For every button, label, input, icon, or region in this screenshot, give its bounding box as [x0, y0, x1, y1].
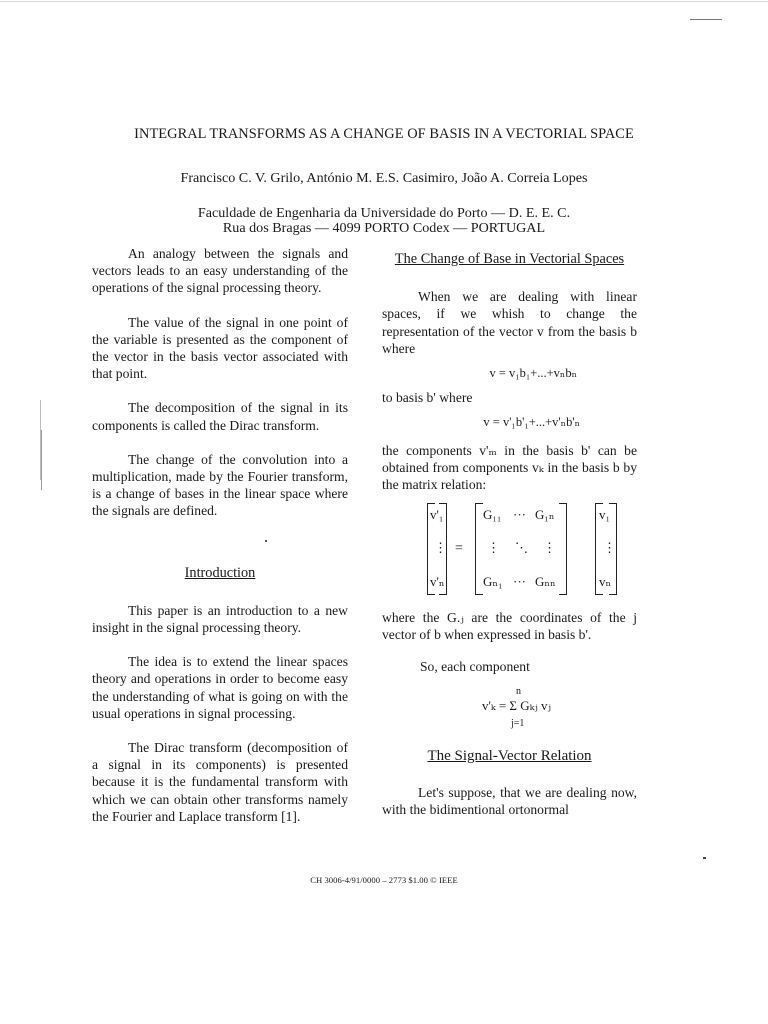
matrix-entry: G₁ₙ	[535, 507, 555, 523]
matrix-vector-prime	[427, 503, 447, 593]
section-heading-signal-vector: The Signal-Vector Relation	[427, 747, 592, 764]
paper-authors: Francisco C. V. Grilo, António M. E.S. Casimiro, João A. Correia Lopes	[180, 170, 588, 186]
paragraph: the components v'ₘ in the basis b' can be obtained from components vₖ in the basis b by the matrix relation:	[382, 442, 637, 493]
sum-upper-limit: n	[516, 685, 521, 697]
summation-equation	[382, 683, 637, 735]
matrix-entry: ⋮	[603, 540, 616, 556]
affiliation-line: Rua dos Bragas — 4099 PORTO Codex — PORTUGAL	[222, 220, 546, 236]
scan-dot	[703, 857, 706, 859]
matrix-entry: ⋱	[515, 540, 528, 556]
paragraph: to basis b' where	[382, 390, 473, 406]
equation: v = v'₁b'₁+...+v'ₙb'ₙ	[483, 415, 580, 430]
matrix-equals: =	[455, 541, 463, 557]
paper-affiliation	[0, 206, 768, 236]
paragraph: The change of the convolution into a multiplication, made by the Fourier transform, is a change of bases in the linear space where the signals are defined.	[92, 451, 348, 519]
scan-margin-mark	[41, 430, 42, 490]
matrix-relation	[382, 503, 637, 601]
matrix-entry: v'₁	[430, 507, 444, 523]
left-column	[92, 245, 348, 825]
matrix-g	[475, 503, 567, 593]
paper-footer: CH 3006-4/91/0000 – 2773 $1.00 © IEEE	[310, 875, 458, 885]
matrix-entry: ⋮	[434, 540, 447, 556]
matrix-entry: ⋮	[543, 540, 556, 556]
matrix-vector	[595, 503, 617, 593]
paragraph: The idea is to extend the linear spaces theory and operations in order to become easy the understanding of what is going on with the usual operations in signal processing.	[92, 654, 348, 721]
paragraph: The decomposition of the signal in its components is called the Dirac transform.	[92, 400, 348, 433]
matrix-entry: ⋮	[487, 540, 500, 556]
matrix-entry: G₁₁	[483, 507, 502, 523]
paragraph: Let's suppose, that we are dealing now, with the bidimentional ortonormal	[382, 785, 637, 818]
matrix-entry: vₙ	[599, 574, 612, 590]
section-heading-change-of-base: The Change of Base in Vectorial Spaces	[394, 251, 625, 267]
paragraph: So, each component	[420, 658, 530, 674]
scan-corner-mark	[690, 19, 722, 20]
matrix-entry: v₁	[599, 507, 611, 523]
matrix-entry: Gₙₙ	[535, 574, 556, 590]
sum-expression: v'ₖ = Σ Gₖⱼ vⱼ	[482, 697, 551, 713]
paragraph: The Dirac transform (decomposition of a signal in its components) is presented because it is the fundamental transform with which we can obtain other transforms namely the Fourier and Laplace transform [1].	[92, 740, 348, 824]
paragraph: This paper is an introduction to a new insight in the signal processing theory.	[92, 602, 348, 636]
affiliation-line: Faculdade de Engenharia da Universidade do Porto — D. E. E. C.	[197, 205, 571, 221]
equation: v = v₁b₁+...+vₙbₙ	[489, 366, 577, 381]
section-heading-introduction: Introduction	[184, 564, 256, 581]
right-column	[382, 251, 637, 818]
paragraph: When we are dealing with linear spaces, if we whish to change the representation of the vector v from the basis b where	[382, 289, 637, 356]
paragraph: The value of the signal in one point of the variable is presented as the component of the vector in the basis vector associated with that point.	[92, 314, 348, 382]
paragraph: where the G.ⱼ are the coordinates of the j vector of b when expressed in basis b'.	[382, 610, 637, 643]
paper-title: INTEGRAL TRANSFORMS AS A CHANGE OF BASIS IN A VECTORIAL SPACE	[134, 126, 634, 142]
scan-top-edge	[0, 1, 768, 2]
matrix-entry: v'ₙ	[430, 574, 445, 590]
sum-lower-limit: j=1	[511, 717, 525, 729]
matrix-entry: ···	[513, 507, 526, 523]
matrix-entry: Gₙ₁	[483, 574, 503, 590]
matrix-entry: ···	[513, 574, 526, 590]
paragraph: An analogy between the signals and vectors leads to an easy understanding of the operations of the signal processing theory.	[92, 246, 348, 296]
